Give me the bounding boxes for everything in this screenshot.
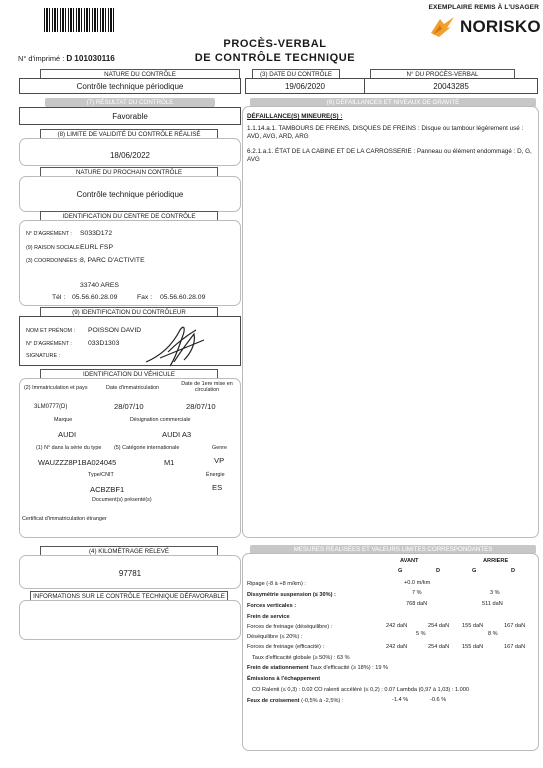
- nature-label: NATURE DU CONTRÔLE: [40, 69, 240, 79]
- model-value: AUDI A3: [162, 430, 192, 439]
- type-label: Type/CNIT: [88, 472, 114, 478]
- brake-eff-fg: 242 daN: [386, 644, 408, 650]
- print-number-prefix: D: [66, 54, 73, 63]
- category-value: M1: [164, 458, 175, 467]
- energy-label: Énergie: [206, 472, 225, 478]
- eagle-logo-icon: [430, 15, 456, 39]
- brake-unbal-label: Forces de freinage (déséquilibre) :: [247, 624, 333, 630]
- vin-value: WAUZZZ8P1BA024045: [38, 458, 117, 467]
- pv-number-value: 20043285: [433, 82, 469, 91]
- inspector-label: (9) IDENTIFICATION DU CONTRÔLEUR: [40, 307, 218, 317]
- lights-left: -1.4 %: [392, 697, 409, 703]
- first-use-label: Date de 1ere mise en circulation: [181, 381, 233, 393]
- next-control-box: [19, 176, 241, 212]
- center-company-value: EURL FSP: [80, 244, 113, 251]
- service-brake-label: Frein de service: [247, 614, 290, 620]
- next-control-value: Contrôle technique périodique: [76, 190, 184, 199]
- vin-label: (1) N° dans la série du type: [36, 445, 102, 451]
- print-number: [18, 54, 115, 63]
- mileage-value: 97781: [118, 569, 142, 578]
- vertical-front: 768 daN: [406, 601, 428, 607]
- emissions-label: Émissions à l'échappement: [247, 676, 321, 682]
- title-line-1: PROCÈS-VERBAL: [223, 38, 327, 50]
- first-use-value: 28/07/10: [186, 402, 216, 411]
- mileage-box: [19, 555, 241, 589]
- plate-label: (2) Immatriculation et pays: [24, 385, 88, 391]
- dissym-label: Dissymétrie suspension (≤ 30%) :: [247, 592, 336, 598]
- inspector-signature: [140, 322, 210, 370]
- parking-brake-label: Frein de stationnement: [247, 665, 309, 671]
- validity-label: (8) LIMITE DE VALIDITÉ DU CONTRÔLE RÉALISÉ: [40, 129, 218, 139]
- rear-label: ARRIERE: [483, 558, 509, 564]
- center-company-label: (9) RAISON SOCIALE :: [26, 245, 83, 251]
- result-label: (7) RÉSULTAT DU CONTRÔLE: [45, 98, 215, 107]
- global-eff: Taux d'efficacité globale (≥ 50%) : 63 %: [252, 655, 350, 661]
- front-g-label: G: [398, 568, 403, 574]
- inspector-agreement-label: N° D'AGRÉMENT :: [26, 341, 72, 347]
- front-label: AVANT: [400, 558, 419, 564]
- norisko-logo: [430, 15, 542, 39]
- pv-number-label: N° DU PROCÈS-VERBAL: [370, 69, 515, 79]
- center-tel-value: 05.56.60.28.09: [72, 294, 118, 301]
- inspector-name-value: POISSON DAVID: [88, 327, 142, 334]
- center-address-line2: 33740 ARES: [80, 282, 119, 289]
- dissym-front: 7 %: [412, 590, 422, 596]
- genre-label: Genre: [212, 445, 227, 451]
- ripage-value: +0.0 m/km: [404, 580, 431, 586]
- brake-eff-fd: 254 daN: [428, 644, 450, 650]
- center-fax-label: Fax :: [137, 294, 153, 301]
- pv-number-box: [364, 78, 538, 94]
- center-address-label: (3) COORDONNÉES :: [26, 258, 80, 264]
- energy-value: ES: [212, 483, 223, 492]
- title-line-2: DE CONTRÔLE TECHNIQUE: [194, 52, 356, 64]
- inspector-signature-label: SIGNATURE :: [26, 353, 61, 359]
- defects-box: [242, 106, 539, 538]
- parking-brake-row: [247, 665, 388, 671]
- validity-value: 18/06/2022: [109, 151, 151, 160]
- lights-range: (-0,5% à -2,5%) :: [301, 698, 344, 704]
- brake-eff-rg: 155 daN: [462, 644, 484, 650]
- brake-unbal-fg: 242 daN: [386, 623, 408, 629]
- type-value: ACBZBF1: [90, 485, 125, 494]
- copy-label: EXEMPLAIRE REMIS À L'USAGER: [428, 4, 539, 11]
- measures-label: MESURES RÉALISÉES ET VALEURS LIMITES CORRESPONDANTES: [250, 545, 536, 554]
- parking-eff: Taux d'efficacité (≥ 18%) : 19 %: [310, 665, 389, 671]
- logo-text: NORISKO: [460, 17, 541, 36]
- brake-eff-label: Forces de freinage (efficacité) :: [247, 644, 325, 650]
- brake-unbal-fd: 254 daN: [428, 623, 450, 629]
- first-reg-value: 28/07/10: [114, 402, 144, 411]
- first-reg-label: Date d'immatriculation: [106, 385, 160, 391]
- imbalance-rear: 8 %: [488, 631, 498, 637]
- documents-label: Document(s) présenté(s): [92, 497, 152, 503]
- front-d-label: D: [436, 568, 441, 574]
- plate-value: 3LM0777(D): [34, 404, 68, 410]
- unfavorable-box: [19, 600, 241, 640]
- center-tel-label: Tél :: [52, 294, 66, 301]
- center-agreement-label: N° D'AGRÉMENT :: [26, 231, 72, 237]
- validity-box: [19, 138, 241, 166]
- nature-value: Contrôle technique périodique: [76, 82, 184, 91]
- inspector-name-label: NOM ET PRÉNOM :: [26, 328, 76, 334]
- center-label: IDENTIFICATION DU CENTRE DE CONTRÔLE: [40, 211, 218, 221]
- center-agreement-value: S033D172: [80, 230, 113, 237]
- vertical-rear: 511 daN: [482, 601, 503, 607]
- imbalance-label: Déséquilibre (≤ 20%) :: [247, 634, 303, 640]
- inspector-agreement-value: 033D1303: [88, 340, 120, 347]
- defects-heading: DÉFAILLANCE(S) MINEURE(S) :: [247, 113, 343, 120]
- make-value: AUDI: [58, 430, 77, 439]
- genre-value: VP: [214, 456, 225, 465]
- brake-eff-rd: 167 daN: [504, 644, 526, 650]
- emissions-value: CO Ralenti (≤ 0,3) : 0.02 CO ralenti accéléré (≤ 0,2) : 0.07 Lambda (0,97 à 1,03) : 1.000: [252, 687, 469, 693]
- print-number-label: N° d'imprimé :: [18, 54, 67, 63]
- brake-unbal-rg: 155 daN: [462, 623, 484, 629]
- lights-row: [247, 698, 343, 704]
- defects-label: (6) DÉFAILLANCES ET NIVEAUX DE GRAVITÉ: [250, 98, 536, 107]
- ripage-label: Ripage (-8 à +8 m/km) :: [247, 581, 306, 587]
- category-label: (5) Catégorie internationale: [114, 445, 180, 451]
- date-box: [245, 78, 365, 94]
- center-fax-value: 05.56.60.28.09: [160, 294, 206, 301]
- result-box: [19, 107, 241, 125]
- center-address-line1: 8, PARC D'ACTIVITE: [80, 257, 145, 264]
- lights-right: -0.6 %: [430, 697, 447, 703]
- documents-value: Certificat d'immatriculation étranger: [22, 516, 107, 522]
- brake-unbal-rd: 167 daN: [504, 623, 526, 629]
- defect-item-1: 1.1.14.a.1. TAMBOURS DE FREINS, DISQUES DE FREINS : Disque ou tambour légèrement usé : AVD, AVG, ARD, ARG: [247, 125, 524, 140]
- model-label: Désignation commerciale: [130, 417, 191, 423]
- imbalance-front: 5 %: [416, 631, 426, 637]
- next-control-label: NATURE DU PROCHAIN CONTRÔLE: [40, 167, 218, 177]
- lights-label: Feux de croisement: [247, 698, 300, 704]
- mileage-label: (4) KILOMÉTRAGE RELEVÉ: [40, 546, 218, 556]
- vehicle-label: IDENTIFICATION DU VÉHICULE: [40, 369, 218, 379]
- nature-box: [19, 78, 241, 94]
- defect-item-2: 6.2.1.a.1. ÉTAT DE LA CABINE ET DE LA CARROSSERIE : Panneau ou élément endommagé : D, G, AVG: [247, 148, 532, 163]
- vertical-label: Forces verticales :: [247, 603, 297, 609]
- rear-g-label: G: [472, 568, 477, 574]
- rear-d-label: D: [511, 568, 516, 574]
- make-label: Marque: [54, 417, 73, 423]
- result-value: Favorable: [112, 112, 148, 121]
- date-label: (3) DATE DU CONTRÔLE: [252, 69, 340, 79]
- dissym-rear: 3 %: [490, 590, 500, 596]
- date-value: 19/06/2020: [284, 82, 326, 91]
- print-number-value: 101030116: [74, 54, 115, 63]
- barcode: [44, 8, 116, 32]
- unfavorable-label: INFORMATIONS SUR LE CONTRÔLE TECHNIQUE DÉFAVORABLE: [30, 591, 228, 601]
